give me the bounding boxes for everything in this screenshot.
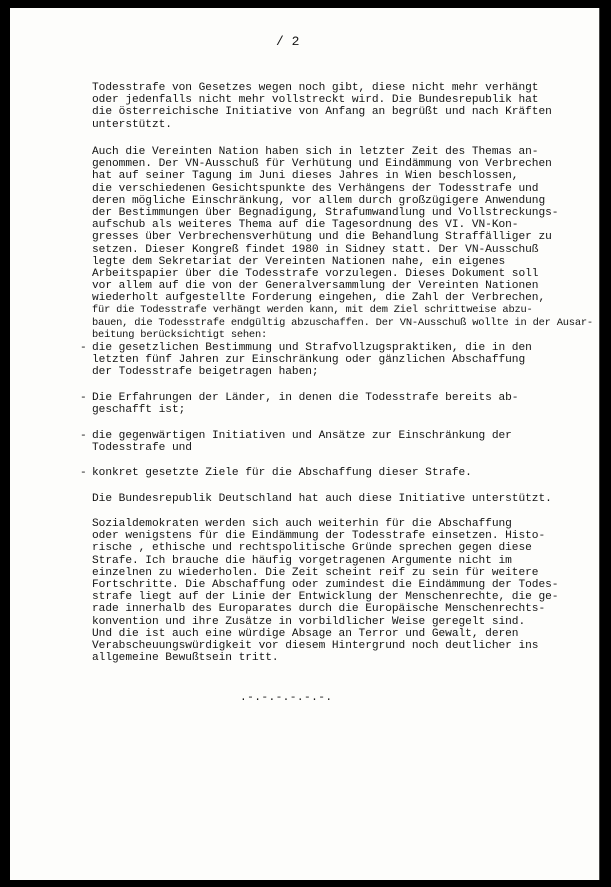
text-line: strafe liegt auf der Linie der Entwicklung der Menschenrechte, die ge- — [92, 591, 559, 604]
text-line — [80, 392, 592, 404]
text-line: wiederholt aufgestellte Forderung eingehen, die Zahl der Verbrechen, — [92, 292, 546, 305]
text-line — [80, 342, 592, 354]
text-line: Fortschritte. Die Abschaffung oder zumindest die Eindämmung der Todes- — [92, 578, 559, 591]
text-line: der Todesstrafe beigetragen haben; — [92, 366, 319, 379]
text-line: einzelnen zu wiederholen. Die Zeit scheint reif zu sein für weitere — [92, 566, 539, 579]
end-of-text-mark: .-.-.-.-.-.-. — [240, 692, 333, 704]
text-line: Todesstrafe von Gesetzes wegen noch gibt, diese nicht mehr verhängt — [92, 82, 539, 94]
text-line: gresses über Verbrechensverhütung und die Behandlung Straffälliger zu — [92, 231, 552, 244]
bullet-dash: - — [80, 392, 87, 404]
document-page — [10, 8, 600, 880]
text-line: die österreichische Initiative von Anfang an begrüßt und nach Kräften — [92, 106, 552, 119]
bullet-dash: - — [80, 342, 87, 354]
text-line: rade innerhalb des Europarates durch die Europäische Menschenrechts- — [92, 603, 546, 616]
text-line — [80, 430, 592, 442]
text-line-small: beitung berücksichtigt sehen: — [92, 328, 268, 341]
text-line: vor allem auf die von der Generalversammlung der Vereinten Nationen — [92, 280, 539, 293]
text-line: rische , ethische und rechtspolitische Gründe sprechen gegen diese — [92, 542, 532, 555]
paragraph-1 — [92, 82, 592, 131]
bullet-dash: - — [80, 467, 87, 479]
text-line: Und die ist auch eine würdige Absage an Terror und Gewalt, deren — [92, 627, 519, 640]
text-line: legte dem Sekretariat der Vereinten Nationen nahe, ein eigenes — [92, 255, 506, 268]
page-number: / 2 — [276, 34, 300, 49]
paragraph-4 — [92, 518, 592, 664]
text-line: unterstützt. — [92, 118, 172, 131]
bullet-item — [80, 467, 592, 479]
text-line: Die Bundesrepublik Deutschland hat auch diese Initiative unterstützt. — [92, 493, 552, 505]
bullet-text: Die Erfahrungen der Länder, in denen die Todesstrafe bereits ab- — [92, 392, 519, 404]
text-line-small: für die Todesstrafe verhängt werden kann, mit dem Ziel schrittweise abzu- — [92, 304, 533, 317]
text-line: genommen. Der VN-Ausschuß für Verhütung und Eindämmung von Verbrechen — [92, 158, 552, 171]
text-line: aufschub als weiteres Thema auf die Tagesordnung des VI. VN-Kon- — [92, 219, 519, 232]
text-line: setzen. Dieser Kongreß findet 1980 in Sidney statt. Der VN-Ausschuß — [92, 243, 539, 256]
text-line — [80, 467, 592, 479]
bullet-text: die gesetzlichen Bestimmung und Strafvollzugspraktiken, die in den — [92, 342, 532, 354]
text-line: der Bestimmungen über Begnadigung, Strafumwandlung und Vollstreckungs- — [92, 206, 559, 219]
text-line: hat auf seiner Tagung im Juni dieses Jahres in Wien beschlossen, — [92, 170, 519, 183]
bullet-text: die gegenwärtigen Initiativen und Ansätze zur Einschränkung der — [92, 430, 512, 442]
text-line: Auch die Vereinten Nation haben sich in letzter Zeit des Themas an- — [92, 146, 539, 158]
text-line-small: bauen, die Todesstrafe endgültig abzuschaffen. Der VN-Ausschuß wollte in der Ausar- — [92, 316, 593, 329]
bullet-text: konkret gesetzte Ziele für die Abschaffung dieser Strafe. — [92, 467, 472, 479]
bullet-item — [80, 392, 592, 417]
text-line: Todesstrafe und — [92, 442, 192, 455]
text-line: oder wenigstens für die Eindämmung der Todesstrafe einsetzen. Histo- — [92, 530, 546, 543]
text-line: Strafe. Ich brauche die häufig vorgetragenen Argumente nicht im — [92, 554, 512, 567]
text-line: oder jedenfalls nicht mehr vollstreckt wird. Die Bundesrepublik hat — [92, 94, 539, 107]
text-line: Arbeitspapier über die Todesstrafe vorzulegen. Dieses Dokument soll — [92, 267, 539, 280]
text-line: Sozialdemokraten werden sich auch weiterhin für die Abschaffung — [92, 518, 512, 530]
text-line: letzten fünf Jahren zur Einschränkung oder gänzlichen Abschaffung — [92, 354, 526, 367]
paragraph-2 — [92, 146, 592, 341]
text-line: Verabscheuungswürdigkeit vor diesem Hintergrund noch deutlicher ins — [92, 639, 539, 652]
paragraph-3 — [92, 493, 592, 505]
bullet-dash: - — [80, 430, 87, 442]
text-line: deren mögliche Einschränkung, vor allem durch großzügigere Anwendung — [92, 194, 546, 207]
bullet-item — [80, 430, 592, 455]
text-line: geschafft ist; — [92, 404, 186, 417]
text-line: konvention und ihre Zusätze in vorbildlicher Weise geregelt sind. — [92, 615, 526, 628]
bullet-item — [80, 342, 592, 379]
text-line: die verschiedenen Gesichtspunkte des Verhängens der Todesstrafe und — [92, 182, 539, 195]
text-line: allgemeine Bewußtsein tritt. — [92, 652, 279, 665]
